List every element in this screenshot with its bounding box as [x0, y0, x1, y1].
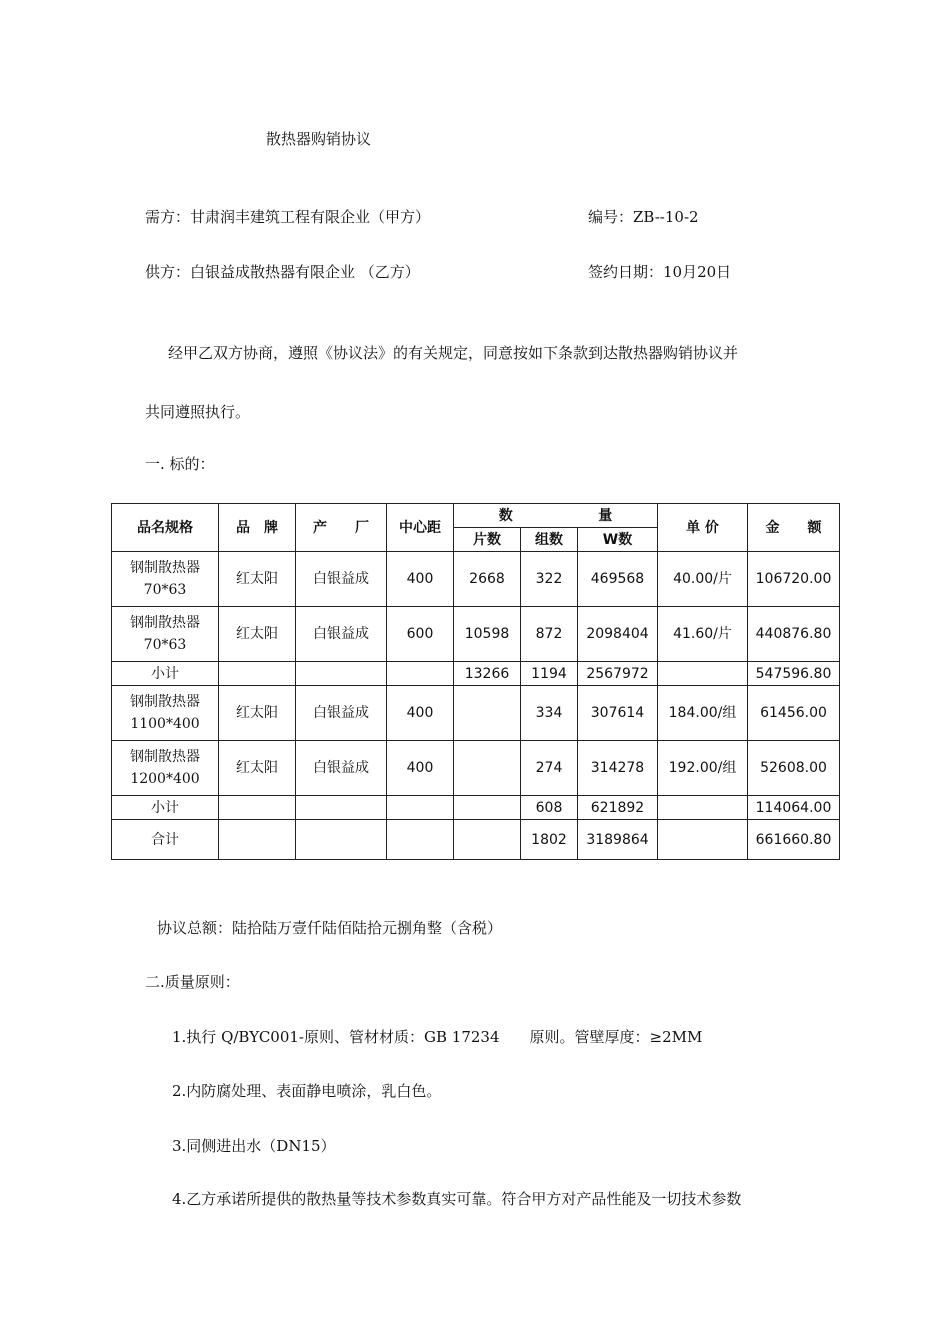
cell-name: 钢制散热器1200*400 — [112, 741, 219, 796]
cell-amount: 106720.00 — [748, 552, 840, 607]
cell-pieces — [454, 741, 521, 796]
cell-groups: 1802 — [521, 820, 578, 860]
document-title: 散热器购销协议 — [266, 130, 372, 148]
cell-factory: 白银益成 — [296, 552, 387, 607]
cell-amount: 114064.00 — [748, 796, 840, 820]
cell-groups: 322 — [521, 552, 578, 607]
header-groups: 组数 — [521, 528, 578, 552]
quality-item: 1.执行 Q/BYC001-原则、管材材质：GB 17234 原则。管壁厚度：≥2MM — [172, 1028, 703, 1046]
cell-watts: 3189864 — [578, 820, 658, 860]
intro-paragraph-line-2: 共同遵照执行。 — [145, 403, 251, 421]
cell-factory — [296, 820, 387, 860]
table-row — [112, 552, 840, 607]
header-factory: 产 厂 — [296, 504, 387, 552]
cell-brand — [219, 796, 296, 820]
header-watts: W数 — [578, 528, 658, 552]
cell-factory — [296, 662, 387, 686]
cell-unit-price: 40.00/片 — [658, 552, 748, 607]
cell-name: 合计 — [112, 820, 219, 860]
cell-groups: 274 — [521, 741, 578, 796]
table-row — [112, 741, 840, 796]
header-quantity-right: 量 — [598, 507, 613, 524]
sign-date: 签约日期：10月20日 — [588, 263, 732, 281]
cell-amount: 61456.00 — [748, 686, 840, 741]
cell-pieces: 2668 — [454, 552, 521, 607]
cell-factory: 白银益成 — [296, 686, 387, 741]
cell-groups: 872 — [521, 607, 578, 662]
header-quantity-left: 数 — [498, 507, 513, 524]
cell-watts: 2567972 — [578, 662, 658, 686]
header-quantity — [454, 504, 658, 528]
cell-center — [387, 820, 454, 860]
quality-item: 3.同侧进出水（DN15） — [172, 1137, 336, 1155]
cell-pieces — [454, 796, 521, 820]
cell-center: 600 — [387, 607, 454, 662]
cell-brand: 红太阳 — [219, 741, 296, 796]
cell-pieces: 10598 — [454, 607, 521, 662]
cell-factory: 白银益成 — [296, 607, 387, 662]
cell-watts: 469568 — [578, 552, 658, 607]
section-heading-subject: 一. 标的： — [145, 455, 215, 473]
table-row — [112, 607, 840, 662]
seller-line: 供方：白银益成散热器有限企业 （乙方） — [145, 263, 420, 281]
cell-brand — [219, 820, 296, 860]
quality-item: 4.乙方承诺所提供的散热量等技术参数真实可靠。符合甲方对产品性能及一切技术参数 — [172, 1190, 742, 1208]
cell-pieces — [454, 686, 521, 741]
cell-amount: 52608.00 — [748, 741, 840, 796]
cell-watts: 621892 — [578, 796, 658, 820]
cell-factory: 白银益成 — [296, 741, 387, 796]
cell-factory — [296, 796, 387, 820]
cell-groups: 334 — [521, 686, 578, 741]
cell-brand: 红太阳 — [219, 552, 296, 607]
table-row — [112, 662, 840, 686]
cell-watts: 307614 — [578, 686, 658, 741]
cell-name: 钢制散热器70*63 — [112, 552, 219, 607]
section-heading-quality: 二.质量原则： — [145, 973, 240, 991]
cell-groups: 1194 — [521, 662, 578, 686]
cell-name: 钢制散热器1100*400 — [112, 686, 219, 741]
header-pieces: 片数 — [454, 528, 521, 552]
quality-item: 2.内防腐处理、表面静电喷涂，乳白色。 — [172, 1082, 442, 1100]
cell-name: 小计 — [112, 796, 219, 820]
header-unit-price: 单 价 — [658, 504, 748, 552]
header-center-distance: 中心距 — [387, 504, 454, 552]
cell-unit-price: 41.60/片 — [658, 607, 748, 662]
cell-name: 钢制散热器70*63 — [112, 607, 219, 662]
contract-total-amount: 协议总额：陆拾陆万壹仟陆佰陆拾元捌角整（含税） — [157, 919, 503, 937]
header-name: 品名规格 — [112, 504, 219, 552]
header-amount: 金 额 — [748, 504, 840, 552]
cell-watts: 2098404 — [578, 607, 658, 662]
cell-watts: 314278 — [578, 741, 658, 796]
cell-unit-price: 192.00/组 — [658, 741, 748, 796]
cell-name: 小计 — [112, 662, 219, 686]
cell-unit-price: 184.00/组 — [658, 686, 748, 741]
cell-pieces — [454, 820, 521, 860]
cell-unit-price — [658, 662, 748, 686]
buyer-line: 需方：甘肃润丰建筑工程有限企业（甲方） — [145, 208, 431, 226]
cell-amount: 440876.80 — [748, 607, 840, 662]
intro-paragraph-line-1: 经甲乙双方协商，遵照《协议法》的有关规定，同意按如下条款到达散热器购销协议并 — [168, 344, 739, 362]
table-row — [112, 796, 840, 820]
cell-brand — [219, 662, 296, 686]
cell-center: 400 — [387, 686, 454, 741]
cell-brand: 红太阳 — [219, 607, 296, 662]
cell-unit-price — [658, 796, 748, 820]
cell-center — [387, 662, 454, 686]
table-row — [112, 686, 840, 741]
cell-center: 400 — [387, 552, 454, 607]
cell-amount: 547596.80 — [748, 662, 840, 686]
cell-groups: 608 — [521, 796, 578, 820]
cell-center — [387, 796, 454, 820]
goods-table — [111, 503, 840, 860]
table-row — [112, 820, 840, 860]
header-brand: 品 牌 — [219, 504, 296, 552]
cell-unit-price — [658, 820, 748, 860]
cell-amount: 661660.80 — [748, 820, 840, 860]
cell-pieces: 13266 — [454, 662, 521, 686]
cell-center: 400 — [387, 741, 454, 796]
cell-brand: 红太阳 — [219, 686, 296, 741]
contract-number: 编号：ZB--10-2 — [588, 208, 699, 226]
